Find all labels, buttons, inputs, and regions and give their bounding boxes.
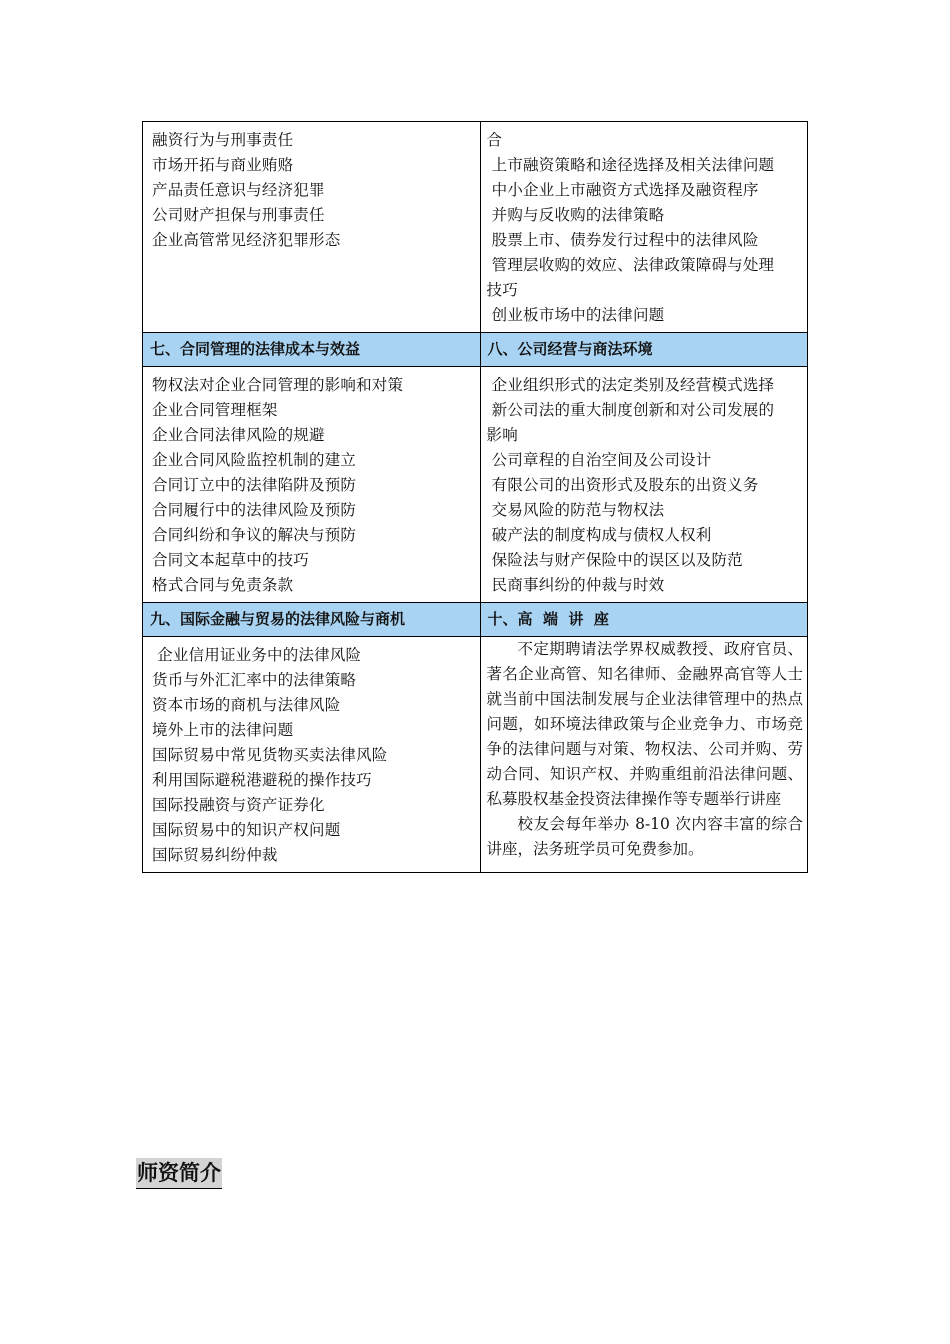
list-item: 国际投融资与资产证券化	[152, 796, 325, 814]
section-8-heading: 八、公司经营与商法环境	[480, 333, 808, 367]
list-item: 合同纠纷和争议的解决与预防	[152, 526, 357, 544]
row3-left-cell	[143, 637, 481, 873]
list-item: 企业合同管理框架	[152, 401, 278, 419]
faculty-intro-heading: 师资简介	[136, 1158, 222, 1189]
section-10-heading: 十、高 端 讲 座	[480, 603, 808, 637]
list-item: 企业组织形式的法定类别及经营模式选择	[486, 376, 775, 394]
list-item: 企业合同风险监控机制的建立	[152, 451, 357, 469]
list-item: 市场开拓与商业贿赂	[152, 156, 294, 174]
list-item: 物权法对企业合同管理的影响和对策	[152, 376, 404, 394]
table-row	[143, 637, 808, 873]
list-item: 企业高管常见经济犯罪形态	[152, 231, 341, 249]
lecture-description: 不定期聘请法学界权威教授、政府官员、著名企业高管、知名律师、金融界高官等人士就当前中国法制发展与企业法律管理中的热点问题，如环境法律政策与企业竞争力、市场竞争的法律问题与对策、物权法、公司并购、劳动合同、知识产权、并购重组前沿法律问题、私募股权基金投资法律操作等专题举行讲座	[486, 640, 803, 808]
section-9-heading: 九、国际金融与贸易的法律风险与商机	[143, 603, 481, 637]
list-item: 民商事纠纷的仲裁与时效	[486, 576, 665, 594]
list-item: 保险法与财产保险中的误区以及防范	[486, 551, 743, 569]
list-item: 企业信用证业务中的法律风险	[152, 646, 362, 664]
list-item: 创业板市场中的法律问题	[486, 306, 665, 324]
list-item: 影响	[486, 426, 518, 444]
list-row3-left	[143, 637, 480, 872]
list-item: 管理层收购的效应、法律政策障碍与处理	[486, 256, 775, 274]
table-row	[143, 367, 808, 603]
course-table	[142, 121, 808, 873]
list-item: 并购与反收购的法律策略	[486, 206, 665, 224]
list-item: 格式合同与免责条款	[152, 576, 294, 594]
list-item: 利用国际避税港避税的操作技巧	[152, 771, 372, 789]
table-header-row	[143, 603, 808, 637]
list-item: 国际贸易纠纷仲裁	[152, 846, 278, 864]
list-item: 交易风险的防范与物权法	[486, 501, 665, 519]
table-row	[143, 122, 808, 333]
row1-right-cell	[480, 122, 808, 333]
section-7-heading: 七、合同管理的法律成本与效益	[143, 333, 481, 367]
list-item: 公司章程的自治空间及公司设计	[486, 451, 712, 469]
list-item: 破产法的制度构成与债权人权利	[486, 526, 712, 544]
list-item: 融资行为与刑事责任	[152, 131, 294, 149]
list-item: 合同订立中的法律陷阱及预防	[152, 476, 357, 494]
list-item: 货币与外汇汇率中的法律策略	[152, 671, 357, 689]
row3-right-cell	[480, 637, 808, 873]
alumni-lecture-note: 校友会每年举办 8-10 次内容丰富的综合讲座，法务班学员可免费参加。	[486, 815, 803, 858]
row2-left-cell	[143, 367, 481, 603]
list-item: 境外上市的法律问题	[152, 721, 294, 739]
list-item: 有限公司的出资形式及股东的出资义务	[486, 476, 759, 494]
list-item: 上市融资策略和途径选择及相关法律问题	[486, 156, 775, 174]
list-item: 股票上市、债券发行过程中的法律风险	[486, 231, 759, 249]
list-item: 合同文本起草中的技巧	[152, 551, 310, 569]
list-item: 新公司法的重大制度创新和对公司发展的	[486, 401, 775, 419]
list-row1-left	[143, 122, 480, 257]
list-item: 国际贸易中常见货物买卖法律风险	[152, 746, 388, 764]
list-item: 中小企业上市融资方式选择及融资程序	[486, 181, 759, 199]
list-item: 国际贸易中的知识产权问题	[152, 821, 341, 839]
list-item: 产品责任意识与经济犯罪	[152, 181, 325, 199]
list-item: 企业合同法律风险的规避	[152, 426, 325, 444]
list-row2-left	[143, 367, 480, 602]
list-item: 资本市场的商机与法律风险	[152, 696, 341, 714]
row2-right-cell	[480, 367, 808, 603]
table-header-row	[143, 333, 808, 367]
list-row2-right	[481, 367, 808, 602]
list-row1-right	[481, 122, 808, 332]
list-item: 合同履行中的法律风险及预防	[152, 501, 357, 519]
row1-left-cell	[143, 122, 481, 333]
list-item: 技巧	[486, 281, 518, 299]
list-item: 公司财产担保与刑事责任	[152, 206, 325, 224]
list-item: 合	[486, 131, 503, 149]
